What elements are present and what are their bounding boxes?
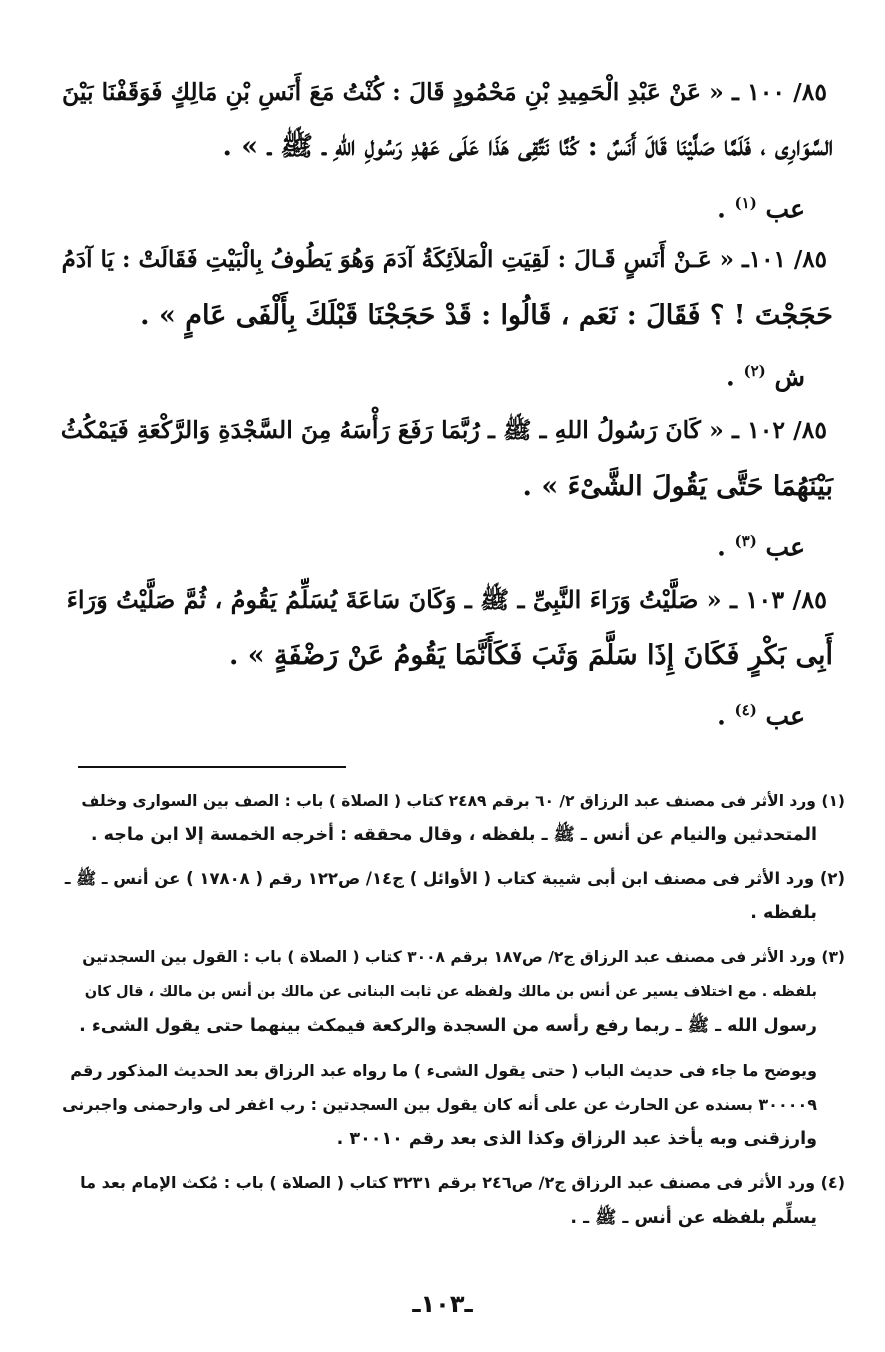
footnote-1-line-2: المتحدثين والنيام عن أنس ـ ﷺ ـ بلفظه ، وقال محققه : أخرجه الخمسة إلا ابن ماجه . xyxy=(90,825,817,845)
footnote-3-line-6: وارزقنى وبه يأخذ عبد الرزاق وكذا الذى بعد رقم ٣٠٠١٠ . xyxy=(336,1129,817,1149)
entry-3-note-ref: (٣) xyxy=(734,532,757,550)
footnote-2-line-1: (٢) ورد الأثر فى مصنف ابن أبى شيبة كتاب ( الأوائل ) ج١٤/ ص١٢٢ رقم ( ١٧٨٠٨ ) عن أنس ـ ﷺ ـ xyxy=(64,869,845,888)
footnote-2-line-2: بلفظه . xyxy=(750,903,817,923)
entry-4-source-dot: . xyxy=(717,701,735,731)
entry-2-source xyxy=(726,354,805,394)
entry-4-note-ref: (٤) xyxy=(734,701,757,719)
footnote-3-line-1: (٣) ورد الأثر فى مصنف عبد الرزاق ج٢/ ص١٨٧ برقم ٣٠٠٨ كتاب ( الصلاة ) باب : القول بين السجدتين xyxy=(82,948,845,966)
footnote-4-line-2: يسلِّم بلفظه عن أنس ـ ﷺ ـ . xyxy=(570,1208,817,1228)
entry-2-line-1: ٨٥/ ١٠١ـ « عَـنْ أَنَسٍ قَـالَ : لَقِيَتِ الْمَلاَئِكَةُ آدَمَ وَهُوَ يَطُوفُ بِالْبَيْتِ فَقَالَتْ : يَا آدَمُ xyxy=(61,246,827,273)
footnote-3-line-5: ٣٠٠٠٠٩ بسنده عن الحارث عن على أنه كان يقول بين السجدتين : رب اغفر لى وارحمنى واجبرنى xyxy=(62,1095,817,1114)
entry-3-line-2: بَيْنَهُمَا حَتَّى يَقُولَ الشَّىْءَ » . xyxy=(522,471,833,502)
entry-1-note-ref: (١) xyxy=(734,194,757,212)
entry-1-source-code: عب xyxy=(765,194,805,224)
footnote-3-line-4: ويوضح ما جاء فى حديث الباب ( حتى يقول الشىء ) ما رواه عبد الرزاق بعد الحديث المذكور رقم xyxy=(70,1061,817,1080)
entry-3-source xyxy=(717,524,805,564)
entry-3-line-1: ٨٥/ ١٠٢ ـ « كَانَ رَسُولُ اللهِ ـ ﷺ ـ رُبَّمَا رَفَعَ رَأْسَهُ مِنَ السَّجْدَةِ وَالرَّكْعَةِ فَيَمْكُثُ xyxy=(60,416,827,444)
entry-4-source-code: عب xyxy=(765,701,805,731)
entry-4-line-2: أَبِى بَكْرٍ فَكَانَ إِذَا سَلَّمَ وَثَبَ فَكَأَنَّمَا يَقُومُ عَنْ رَضْفَةٍ » . xyxy=(228,640,833,671)
entry-2-source-dot: . xyxy=(726,362,744,392)
entry-1-line-1: ٨٥/ ١٠٠ ـ « عَنْ عَبْدِ الْحَمِيدِ بْنِ مَحْمُودٍ قَالَ : كُنْتُ مَعَ أَنَسِ بْنِ مَالِكٍ فَوَقَفْنَا بَيْنَ xyxy=(61,78,827,106)
entry-4-line-1: ٨٥/ ١٠٣ ـ « صَلَّيْتُ وَرَاءَ النَّبِىِّ ـ ﷺ ـ وَكَانَ سَاعَةَ يُسَلِّمُ يَقُومُ ، ثُمَّ صَلَّيْتُ وَرَاءَ xyxy=(66,585,827,614)
footnote-4-line-1: (٤) ورد الأثر فى مصنف عبد الرزاق ج٢/ ص٢٤٦ برقم ٣٢٣١ كتاب ( الصلاة ) باب : مُكث الإمام بعد ما xyxy=(80,1173,845,1192)
entry-1-source xyxy=(717,186,805,226)
entry-1-line-2: السَّوَارِى ، فَلَمَّا صَلَّيْنَا قَالَ أَنَسٌ : كُنَّا نَتَّقِى هَذَا عَلَى عَهْدِ رَسُولِ اللهِ ـ ﷺ ـ » . xyxy=(222,131,833,162)
entry-4-source xyxy=(717,693,805,733)
footnote-3-line-2: بلفظه . مع اختلاف يسير عن أنس بن مالك ولفظه عن ثابت البنانى عن مالك بن أنس بن مالك ، قال كان xyxy=(84,984,817,1000)
entry-3-source-code: عب xyxy=(765,532,805,562)
entry-2-line-2: حَجَجْتَ ! ؟ فَقَالَ : نَعَم ، قَالُوا : قَدْ حَجَجْنَا قَبْلَكَ بِأَلْفَى عَامٍ » . xyxy=(140,300,833,331)
footnote-1-line-1: (١) ورد الأثر فى مصنف عبد الرزاق ٢/ ٦٠ برقم ٢٤٨٩ كتاب ( الصلاة ) باب : الصف بين السوارى وخلف xyxy=(81,792,845,810)
entry-1-source-dot: . xyxy=(717,194,735,224)
entry-2-source-code: ش xyxy=(774,362,805,392)
page-number: ـ١٠٣ـ xyxy=(412,1290,473,1318)
entry-3-source-dot: . xyxy=(717,532,735,562)
footnote-divider xyxy=(78,766,346,768)
footnote-3-line-3: رسول الله ـ ﷺ ـ ربما رفع رأسه من السجدة والركعة فيمكث بينهما حتى يقول الشىء . xyxy=(79,1016,817,1036)
entry-2-note-ref: (٢) xyxy=(743,362,766,380)
